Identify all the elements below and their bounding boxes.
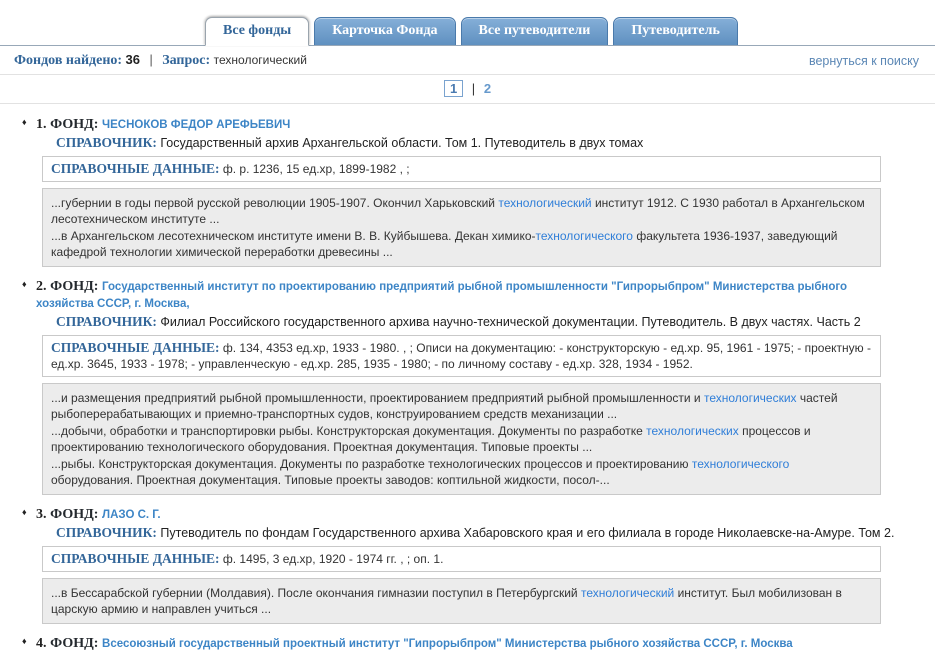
highlighted-term: технологический [580,586,675,600]
tab-fond-card[interactable]: Карточка Фонда [314,17,455,45]
snippet-text: ...в Архангельском лесотехническом институте имени В. В. Куйбышева. Декан химико- [51,229,536,243]
reference-data-text: ф. р. 1236, 15 ед.хр, 1899-1982 , ; [222,162,410,176]
spravochnik-text: Государственный архив Архангельской области. Том 1. Путеводитель в двух томах [160,136,644,150]
fond-label: ФОНД: [50,636,99,651]
snippet [51,228,872,260]
result-entry [0,116,935,267]
snippet-text: факультета 1936-1937, заведующий кафедрой технологии химической переработки древесины ... [51,229,838,259]
query-value: технологический [213,53,307,67]
snippet-box [42,383,881,495]
spravochnik-line [56,314,935,330]
pagination-current-page: 1 [444,80,463,97]
snippet-text: ...в Бессарабской губернии (Молдавия). После окончания гимназии поступил в Петербургский [51,586,581,600]
snippet [51,423,872,455]
spravochnik-line [56,525,935,541]
diamond-bullet-icon: ♦ [22,117,27,127]
highlighted-term: технологического [535,229,633,243]
reference-data-label: СПРАВОЧНЫЕ ДАННЫЕ: [51,551,220,566]
header-separator: | [149,53,153,67]
found-count: 36 [125,52,140,67]
fond-link[interactable]: Государственный институт по проектированию предприятий рыбной промышленности "Гипрорыбпром" Министерства рыбного хозяйства СССР, г. Москва, [36,281,848,310]
fond-line [36,635,935,652]
result-entry [0,635,935,652]
result-entry [0,278,935,495]
snippet-box [42,578,881,624]
tab-all-guides[interactable]: Все путеводители [461,17,609,45]
snippet-text: частей рыбоперерабатывающих и приемно-транспортных судов, конструированием средств механизации ... [51,391,838,421]
highlighted-term: технологических [646,424,739,438]
entry-number: 4. [36,636,47,651]
snippet [51,585,872,617]
snippet-text: ...рыбы. Конструкторская документация. Документы по разработке технологических процессов и проектированию [51,457,692,471]
fond-line [36,278,935,312]
entry-number: 2. [36,279,47,294]
entry-number: 1. [36,117,47,132]
snippet [51,456,872,488]
reference-data-text: ф. 134, 4353 ед.хр, 1933 - 1980. , ; Описи на документацию: - конструкторскую - ед.хр. 95, 1961 - 1975; - проектную - ед.хр. 3645, 1933 - 1978; - управленческую - ед.хр. 285, 1935 - 1980; - по личному составу - ед.хр. 328, 1934 - 1952. [51,341,871,371]
back-to-search-link[interactable]: вернуться к поиску [808,53,919,68]
reference-data-label: СПРАВОЧНЫЕ ДАННЫЕ: [51,161,220,176]
snippet-text: ...добычи, обработки и транспортировки рыбы. Конструкторская документация. Документы по разработке [51,424,647,438]
reference-data-box [42,546,881,572]
spravochnik-text: Филиал Российского государственного архива научно-технической документации. Путеводитель. В двух частях. Часть 2 [160,315,861,329]
diamond-bullet-icon: ♦ [22,636,27,646]
reference-data-box [42,335,881,377]
spravochnik-line [56,135,935,151]
fond-label: ФОНД: [50,507,99,522]
fond-line [36,116,935,133]
snippet-box [42,188,881,267]
result-summary [14,52,307,69]
pagination-separator: | [471,81,476,96]
pagination [0,75,935,104]
snippet-text: процессов и проектированию технологического оборудования. Проектная документация. Типовые проекты ... [51,424,811,454]
found-label: Фондов найдено: [14,53,123,68]
result-header-bar [0,46,935,75]
fond-label: ФОНД: [50,117,99,132]
spravochnik-text: Путеводитель по фондам Государственного архива Хабаровского края и его филиала в городе Николаевске-на-Амуре. Том 2. [160,526,895,540]
fond-link[interactable]: Всесоюзный государственный проектный институт "Гипрорыбпром" Министерства рыбного хозяйства СССР, г. Москва [102,638,793,650]
snippet [51,390,872,422]
reference-data-label: СПРАВОЧНЫЕ ДАННЫЕ: [51,340,220,355]
fond-label: ФОНД: [50,279,99,294]
highlighted-term: технологических [703,391,797,405]
pagination-page-2-link[interactable]: 2 [483,81,492,96]
tab-bar [0,0,935,46]
snippet-text: ...и размещения предприятий рыбной промышленности, проектированием предприятий рыбной промышленности и [51,391,704,405]
snippet-text: ...губернии в годы первой русской революции 1905-1907. Окончил Харьковский [51,196,499,210]
snippet-text: оборудования. Проектная документация. Типовые проекты заводов: коптильной жидкости, посол-... [51,473,610,487]
highlighted-term: технологический [498,196,592,210]
fond-line [36,506,935,523]
snippet-text: институт 1912. С 1930 работал в Архангельском лесотехническом институте ... [51,196,865,226]
spravochnik-label: СПРАВОЧНИК: [56,525,157,540]
highlighted-term: технологического [691,457,790,471]
results-list [0,104,935,652]
query-label: Запрос: [162,53,211,68]
snippet-text: институт. Был мобилизован в царскую армию и направлен учиться ... [51,586,842,616]
entry-number: 3. [36,507,47,522]
spravochnik-label: СПРАВОЧНИК: [56,135,157,150]
result-entry [0,506,935,624]
tab-all-fonds[interactable]: Все фонды [205,17,309,46]
spravochnik-label: СПРАВОЧНИК: [56,314,157,329]
reference-data-text: ф. 1495, 3 ед.хр, 1920 - 1974 гг. , ; оп. 1. [222,552,444,566]
fond-link[interactable]: ЧЕСНОКОВ ФЕДОР АРЕФЬЕВИЧ [102,119,291,131]
reference-data-box [42,156,881,182]
fond-link[interactable]: ЛАЗО С. Г. [102,509,161,521]
diamond-bullet-icon: ♦ [22,507,27,517]
diamond-bullet-icon: ♦ [22,279,27,289]
tab-guide[interactable]: Путеводитель [613,17,738,45]
snippet [51,195,872,227]
